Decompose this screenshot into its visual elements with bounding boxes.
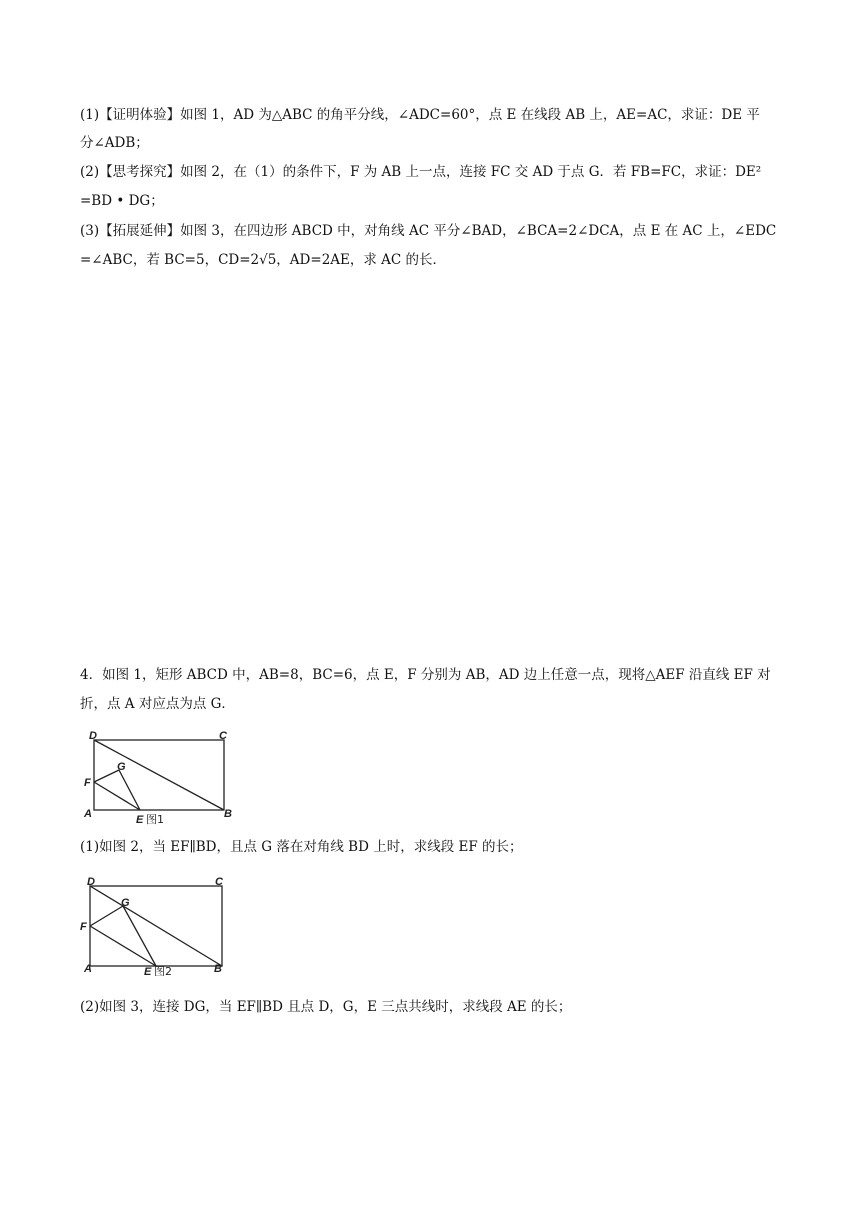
q3-part2-line2: =BD • DG；: [80, 193, 164, 209]
fig2-segment-ge: [123, 906, 156, 966]
figure-1: [80, 726, 240, 834]
fig2-diagonal-db: [90, 886, 222, 966]
fig1-label-b: B: [224, 808, 232, 820]
fig2-label-a: A: [84, 963, 92, 975]
q4-intro-line1: 4．如图 1，矩形 ABCD 中，AB=8，BC=6，点 E，F 分别为 AB，AD 边上任意一点，现将△AEF 沿直线 EF 对: [80, 667, 771, 683]
fig2-label-f: F: [80, 921, 87, 933]
fig2-label-g: G: [121, 897, 130, 909]
fig1-label-c: C: [219, 730, 227, 742]
fig2-label-d: D: [87, 876, 95, 888]
fig1-label-a: A: [84, 808, 92, 820]
fig1-label-f: F: [84, 777, 91, 789]
fig2-segment-fg: [90, 906, 123, 926]
fig2-label-c: C: [215, 876, 223, 888]
fig1-label-g: G: [117, 761, 126, 773]
figure-2: [80, 872, 240, 980]
fig1-diagonal-db: [94, 740, 224, 810]
q3-part3-line1: (3)【拓展延伸】如图 3，在四边形 ABCD 中，对角线 AC 平分∠BAD，∠BCA=2∠DCA，点 E 在 AC 上，∠EDC: [80, 223, 777, 239]
q4-intro-line2: 折，点 A 对应点为点 G．: [80, 696, 235, 712]
fig1-label-e: E: [136, 814, 144, 826]
q3-part2-line1: (2)【思考探究】如图 2，在（1）的条件下，F 为 AB 上一点，连接 FC 交 AD 于点 G．若 FB=FC，求证：DE²: [80, 164, 762, 180]
fig2-caption: 图2: [154, 965, 172, 976]
fig1-label-d: D: [89, 730, 97, 742]
fig2-label-e: E: [144, 966, 152, 976]
fig1-segment-fg: [94, 770, 119, 782]
q4-part2: (2)如图 3，连接 DG，当 EF∥BD 且点 D，G，E 三点共线时，求线段 AE 的长；: [80, 999, 572, 1015]
fig2-segment-fe: [90, 926, 156, 966]
fig1-caption: 图1: [146, 813, 164, 826]
fig2-label-b: B: [214, 963, 222, 975]
q3-part1-line1: (1)【证明体验】如图 1，AD 为△ABC 的角平分线，∠ADC=60°，点 E 在线段 AB 上，AE=AC，求证：DE 平: [80, 107, 760, 123]
q4-part1: (1)如图 2，当 EF∥BD，且点 G 落在对角线 BD 上时，求线段 EF 的长；: [80, 839, 523, 855]
q3-part3-line2: =∠ABC，若 BC=5，CD=2√5，AD=2AE，求 AC 的长．: [80, 252, 447, 268]
q3-part1-line2: 分∠ADB；: [80, 135, 149, 151]
